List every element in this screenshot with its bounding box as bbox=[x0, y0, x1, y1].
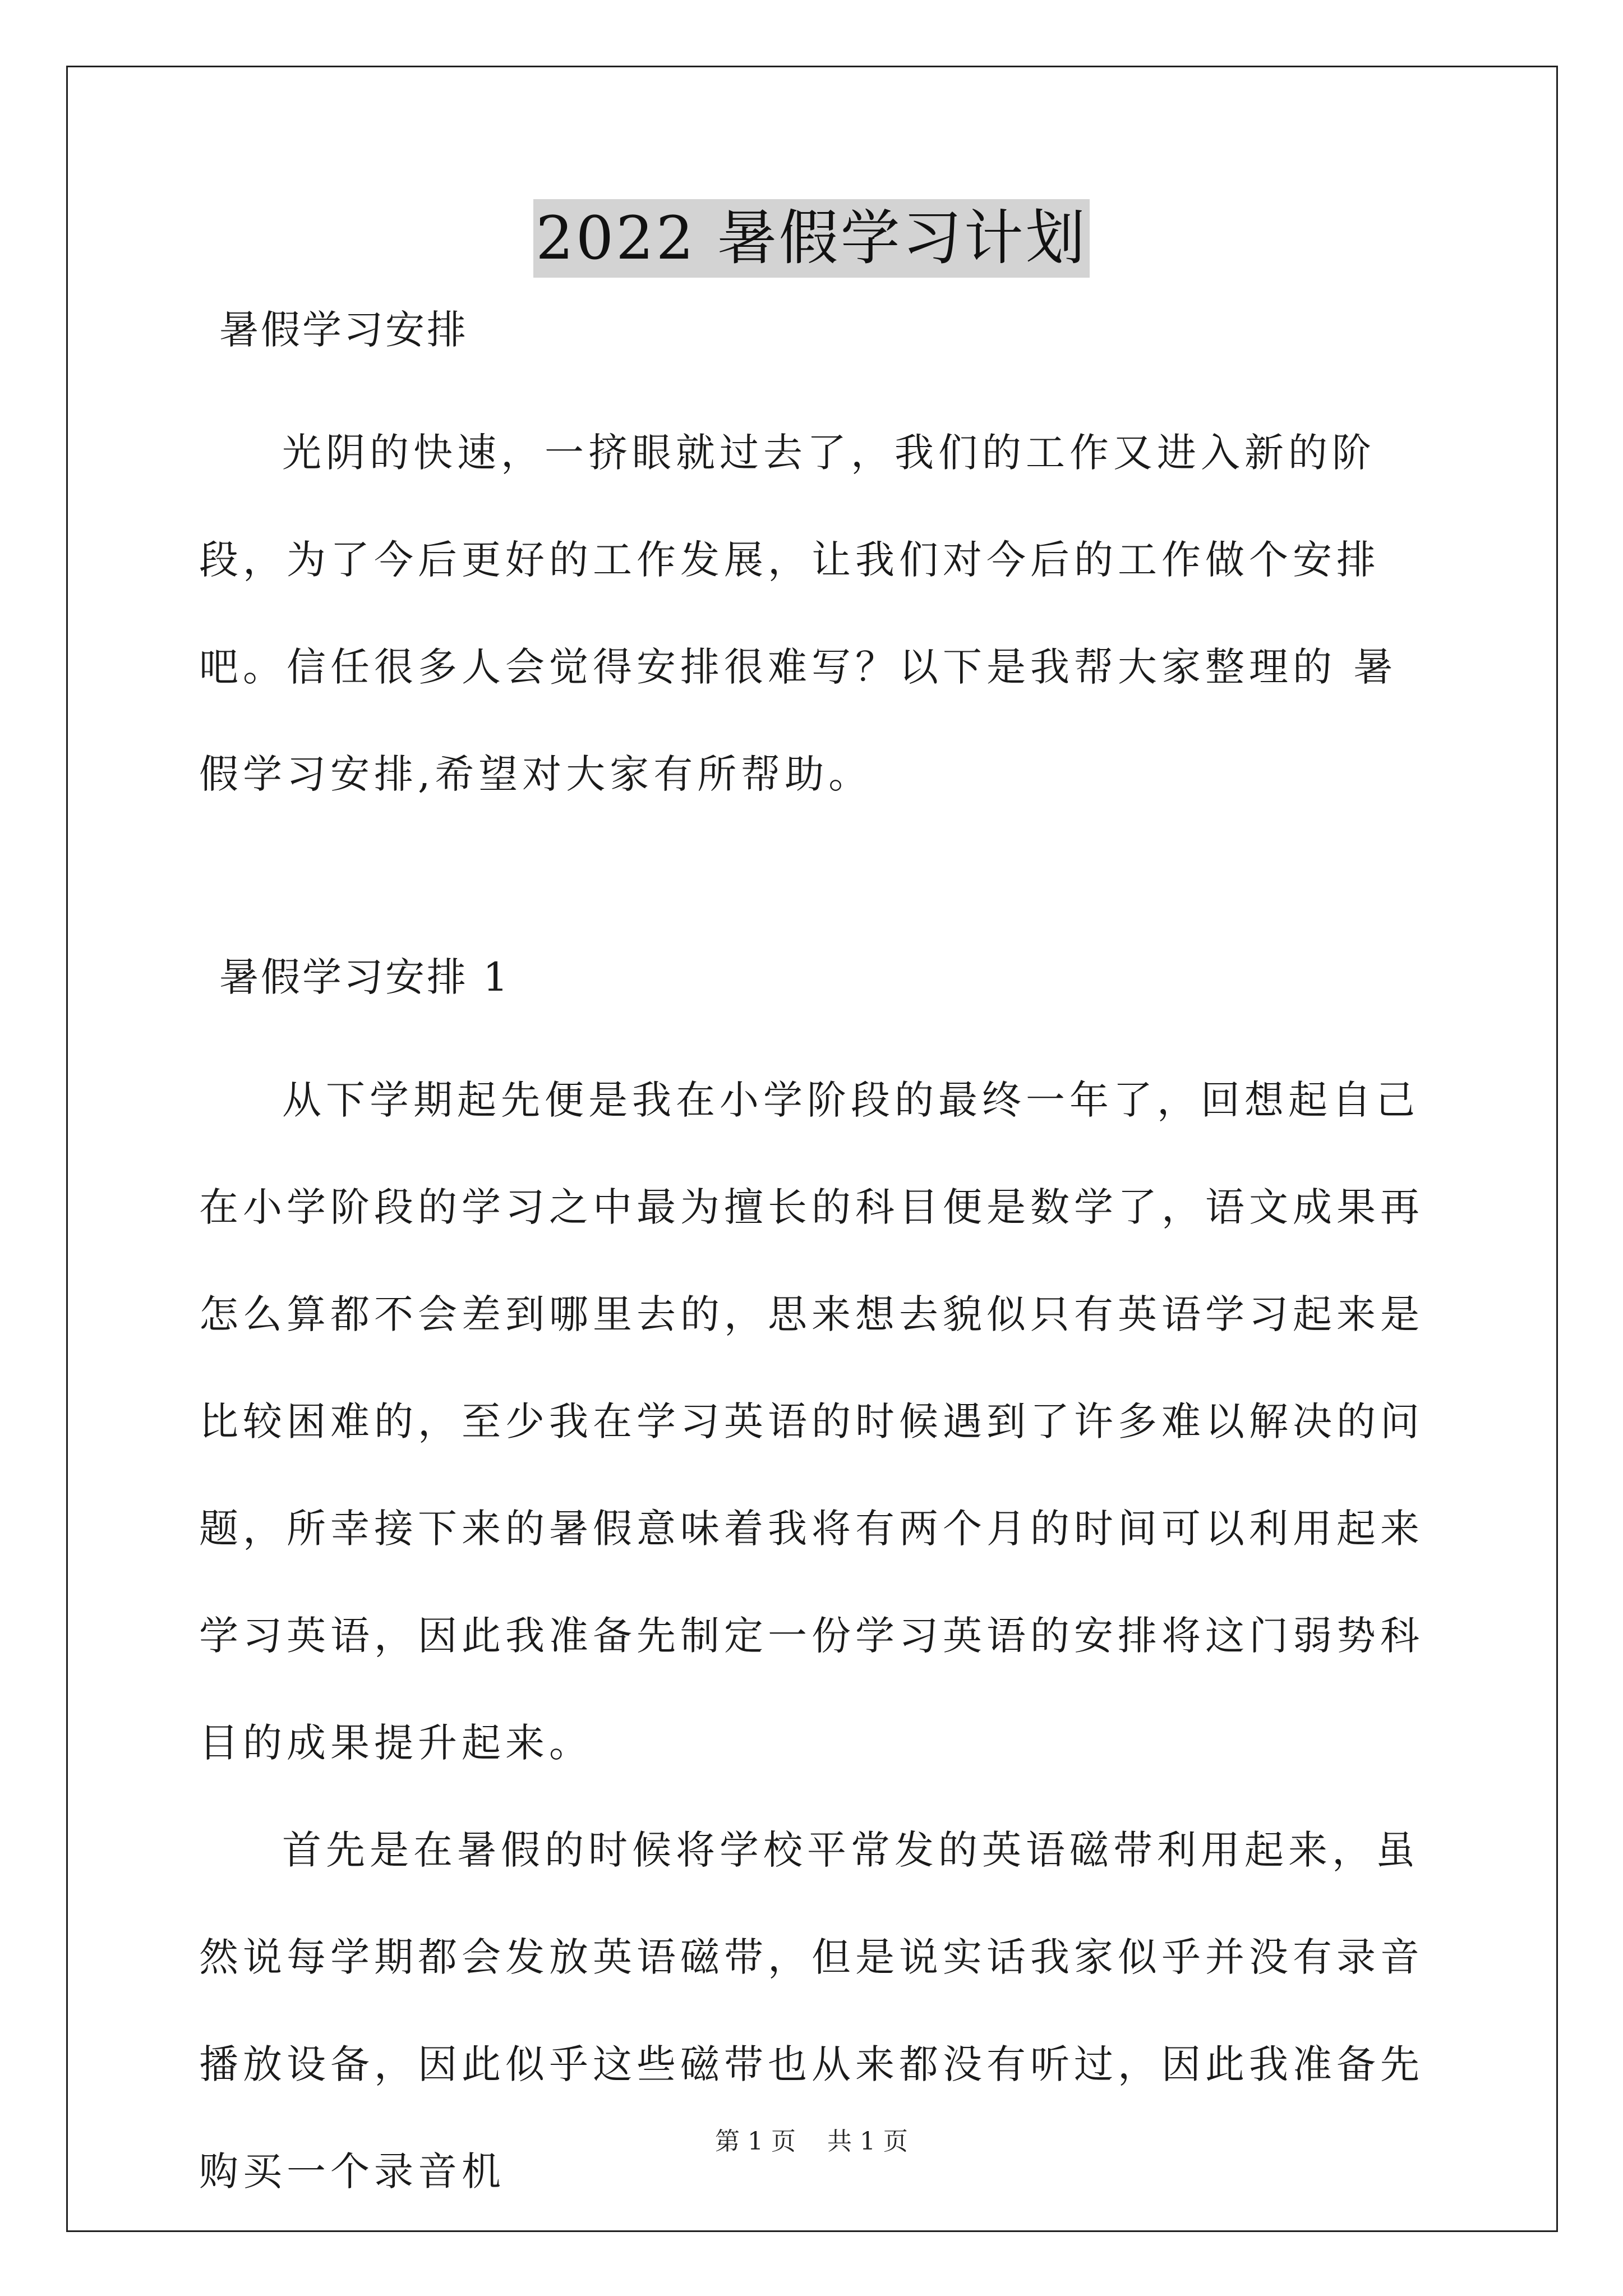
body-paragraph: 首先是在暑假的时候将学校平常发的英语磁带利用起来，虽然说每学期都会发放英语磁带，但是说实话我家似乎并没有录音播放设备，因此似乎这些磁带也从来都没有听过，因此我准备先购买一个录音机 bbox=[199, 1827, 1424, 2194]
page-footer bbox=[0, 2125, 1623, 2159]
section-heading: 暑假学习安排 1 bbox=[219, 954, 510, 1000]
document-title: 2022 暑假学习计划 bbox=[533, 199, 1089, 278]
document-body bbox=[199, 303, 1433, 2225]
section-heading: 暑假学习安排 bbox=[219, 307, 468, 353]
body-paragraph: 光阴的快速，一挤眼就过去了，我们的工作又进入新的阶段，为了今后更好的工作发展，让我们对今后的工作做个安排吧。信任很多人会觉得安排很难写？以下是我帮大家整理的 暑假学习安排,希望对大家有所帮助。 bbox=[199, 430, 1398, 797]
page-number: 第 1 页 共 1 页 bbox=[715, 2127, 908, 2156]
title-container bbox=[0, 199, 1623, 278]
body-paragraph: 从下学期起先便是我在小学阶段的最终一年了，回想起自己在小学阶段的学习之中最为擅长的科目便是数学了，语文成果再怎么算都不会差到哪里去的，思来想去貌似只有英语学习起来是比较困难的，至少我在学习英语的时候遇到了许多难以解决的问题，所幸接下来的暑假意味着我将有两个月的时间可以利用起来学习英语，因此我准备先制定一份学习英语的安排将这门弱势科目的成果提升起来。 bbox=[199, 1077, 1424, 1766]
